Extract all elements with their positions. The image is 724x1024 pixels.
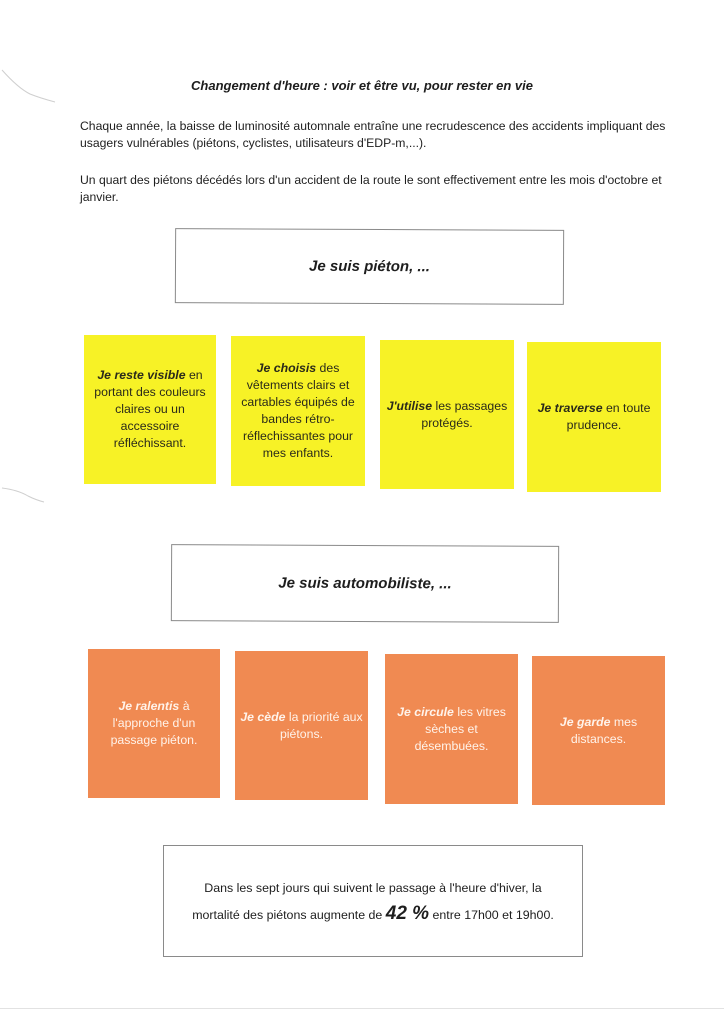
driver-tip-card [385,654,518,804]
tip-text: en toute prudence. [566,401,651,432]
tip-keyword: Je garde [559,714,611,729]
pedestrian-tip-card [527,342,661,492]
statistic-line-1: Dans les sept jours qui suivent le passage à l'heure d'hiver, la [204,880,542,895]
tip-keyword: Je cède [240,709,286,724]
intro-paragraph-2: Un quart des piétons décédés lors d'un accident de la route le sont effectivement entre les mois d'octobre et janvier. [80,173,662,204]
tip-keyword: Je reste visible [97,368,186,382]
statistic-line-2: mortalité des piétons augmente de 42 % entre 17h00 et 19h00. [192,902,554,924]
tip-text: les passages protégés. [421,398,508,430]
pedestrian-heading: Je suis piéton, ... [309,257,430,276]
driver-heading: Je suis automobiliste, ... [278,574,452,593]
driver-heading-box [171,544,559,623]
driver-tip-card [88,649,220,798]
tip-keyword: Je traverse [537,401,603,415]
tip-keyword: Je circule [397,704,454,719]
tip-keyword: Je choisis [256,361,317,375]
driver-tip-card [235,651,368,800]
tip-text: à l'approche d'un passage piéton. [110,699,198,747]
page-title: Changement d'heure : voir et être vu, pour rester en vie [191,78,533,93]
tip-text: la priorité aux piétons. [279,709,363,741]
tip-keyword: Je ralentis [118,699,180,713]
scan-mark [0,478,50,508]
tip-text: en portant des couleurs claires ou un accessoire réfléchissant. [94,368,206,450]
tip-text: les vitres sèches et désembuées. [414,704,506,753]
tip-keyword: J'utilise [386,398,433,413]
tip-text: mes distances. [570,714,638,746]
statistic-value: 42 % [385,902,430,924]
pedestrian-tip-card [84,335,216,484]
intro-paragraph-1: Chaque année, la baisse de luminosité automnale entraîne une recrudescence des accidents impliquant des usagers vulnérables (piétons, cyclistes, utilisateurs d'EDP-m,...). [80,119,666,150]
pedestrian-tip-card [231,336,365,486]
tip-text: des vêtements clairs et cartables équipés de bandes rétro-réflechissantes pour mes enfants. [241,361,355,460]
driver-tip-card [532,656,665,805]
page-bottom-edge [0,1008,724,1009]
statistic-box [163,845,583,957]
pedestrian-tip-card [380,340,514,489]
pedestrian-heading-box [175,228,564,305]
